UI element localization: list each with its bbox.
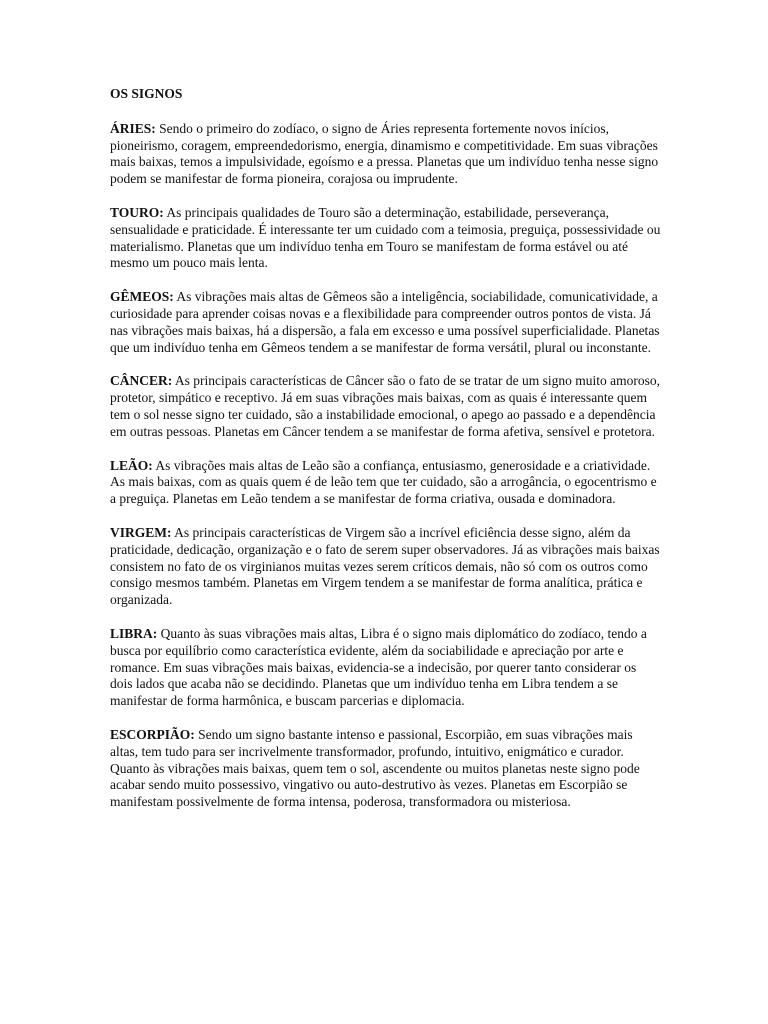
entry-gemeos [110, 289, 662, 356]
sign-heading: CÂNCER: [110, 373, 173, 389]
sign-description: Sendo o primeiro do zodíaco, o signo de Áries representa fortemente novos inícios, pioneirismo, coragem, empreendedorismo, energia, dinamismo e competitividade. Em suas vibrações mais baixas, temos a impulsividade, egoísmo e a pressa. Planetas que um indivíduo tenha nesse signo podem se manifestar de forma pioneira, corajosa ou imprudente. [110, 120, 659, 187]
sign-heading: GÊMEOS: [110, 289, 174, 305]
sign-description: Quanto às suas vibrações mais altas, Libra é o signo mais diplomático do zodíaco, tendo a busca por equilíbrio como característica evidente, além da sociabilidade e apreciação por arte e romance. Em suas vibrações mais baixas, evidencia-se a indecisão, por querer tanto considerar os dois lados que acaba não se decidindo. Planetas que um indivíduo tenha em Libra tendem a se manifestar de forma harmônica, e buscam parcerias e diplomacia. [110, 625, 647, 709]
sign-description: As principais características de Virgem são a incrível eficiência desse signo, além da praticidade, dedicação, organização e o fato de serem super observadores. Já as vibrações mais baixas consistem no fato de os virginianos muitas vezes serem críticos demais, não só com os outros como consigo mesmos também. Planetas em Virgem tendem a se manifestar de forma analítica, prática e organizada. [110, 524, 660, 608]
sign-description: As principais características de Câncer são o fato de se tratar de um signo muito amoroso, protetor, simpático e receptivo. Já em suas vibrações mais baixas, com as quais é interessante quem tem o sol nesse signo ter cuidado, são a instabilidade emocional, o apego ao passado e a dependência em outras pessoas. Planetas em Câncer tendem a se manifestar de forma afetiva, sensível e protetora. [110, 373, 660, 439]
entry-libra [110, 626, 662, 710]
sign-heading: ESCORPIÃO: [110, 726, 195, 742]
entry-touro [110, 205, 662, 272]
sign-heading: TOURO: [110, 204, 164, 220]
entry-aries [110, 121, 662, 188]
sign-heading: ÁRIES: [110, 120, 156, 136]
document-page [110, 86, 662, 828]
entry-virgem [110, 525, 662, 609]
sign-heading: LEÃO: [110, 457, 153, 473]
entry-cancer [110, 373, 662, 440]
sign-heading: LIBRA: [110, 625, 158, 641]
entry-escorpiao [110, 727, 662, 811]
sign-heading: VIRGEM: [110, 524, 172, 540]
sign-description: Sendo um signo bastante intenso e passional, Escorpião, em suas vibrações mais altas, tem tudo para ser incrivelmente transformador, profundo, intuitivo, enigmático e curador. Quanto às vibrações mais baixas, quem tem o sol, ascendente ou muitos planetas neste signo pode acabar sendo muito possessivo, vingativo ou auto-destrutivo às vezes. Planetas em Escorpião se manifestam possivelmente de forma intensa, poderosa, transformadora ou misteriosa. [110, 726, 640, 810]
sign-description: As principais qualidades de Touro são a determinação, estabilidade, perseverança, sensualidade e praticidade. É interessante ter um cuidado com a teimosia, preguiça, possessividade ou materialismo. Planetas que um indivíduo tenha em Touro se manifestam de forma estável ou até mesmo um pouco mais lenta. [110, 204, 661, 271]
entry-leao [110, 458, 662, 508]
sign-description: As vibrações mais altas de Gêmeos são a inteligência, sociabilidade, comunicatividade, a curiosidade para aprender coisas novas e a flexibilidade para compreender outros pontos de vista. Já nas vibrações mais baixas, há a dispersão, a fala em excesso e uma possível superficialidade. Planetas que um indivíduo tenha em Gêmeos tendem a se manifestar de forma versátil, plural ou inconstante. [110, 289, 660, 355]
document-title: OS SIGNOS [110, 86, 183, 101]
sign-description: As vibrações mais altas de Leão são a confiança, entusiasmo, generosidade e a criatividade. As mais baixas, com as quais quem é de leão tem que ter cuidado, são a arrogância, o egocentrismo e a preguiça. Planetas em Leão tendem a se manifestar de forma criativa, ousada e dominadora. [110, 457, 657, 507]
